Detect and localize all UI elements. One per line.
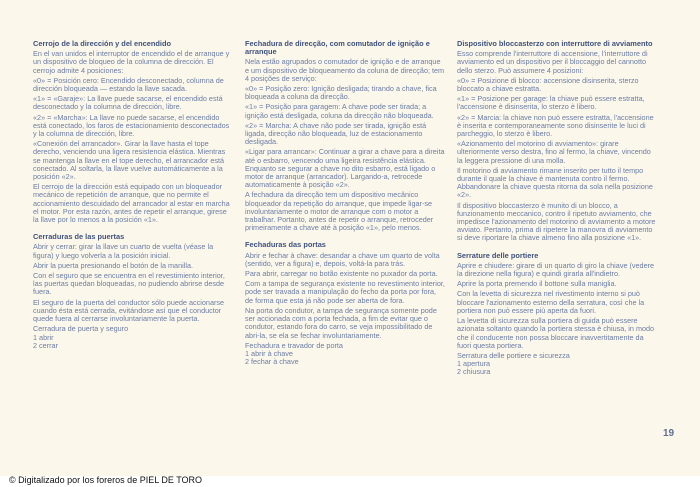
paragraph: «1» = Posizione per garage: la chiave può essere estratta, l'accensione è disinserita, lo sterzo è libero. [457, 94, 645, 112]
paragraph: «0» = Posición cero: Encendido desconectado, columna de dirección bloqueada — estando la llave sacada. [33, 75, 224, 94]
figure-caption [457, 352, 657, 377]
caption-item: 2 cerrar [33, 340, 58, 350]
paragraph: «2» = Marcia: la chiave non può essere estratta, l'accensione è inserita e contemporaneamente sono disinserite le luci di parcheggio, lo sterzo è libero. [457, 112, 654, 139]
paragraph: «0» = Posição zero: Ignição desligada; tirando a chave, fica bloqueada a coluna da direcção. [245, 84, 437, 102]
section-title: Cerrojo de la dirección y del encendido [33, 39, 171, 48]
section-title: Dispositivo bloccasterzo con interruttore di avviamento [457, 39, 653, 48]
paragraph: «2» = Marcha: A chave não pode ser tirada, ignição está ligada, direcção não bloqueada, luz de estacionamento desligada. [245, 120, 427, 147]
paragraph: Na porta do condutor, a tampa de segurança somente pode ser accionada com a porta fechada, a fim de evitar que o condutor, estando fora do carro, se veja impossibilitado de abri-la, se ela se fechar involuntariamente. [245, 305, 437, 340]
paragraph: Abrir la puerta presionando el botón de la manilla. [33, 260, 194, 270]
paragraph: Il dispositivo bloccasterzo è munito di un blocco, a funzionamento meccanico, contro il ripetuto avviamento, che impedisce l'azionamento del motorino di avviamento a motore avviato. Pertanto, prima di ripetere la manovra di avviamento si deve riportare la chiave almeno fino alla posizione «1». [457, 200, 656, 243]
figure-caption [245, 342, 445, 367]
paragraph: Esso comprende l'interruttore di accensione, l'interruttore di avviamento ed un dispositivo per il bloccaggio del cannotto dello sterzo. Può assumere 4 posizioni: [457, 49, 648, 75]
caption-item: 2 fechar à chave [245, 357, 299, 367]
caption-item: 2 chiusura [457, 367, 491, 377]
caption-title: Fechadura e travador de porta [245, 340, 343, 350]
paragraph: A fechadura da direcção tem um dispositivo mecânico bloqueador da repetição do arranque, que impede ligar-se involuntariamente o motor de arranque com o motor a trabalhar. Portanto, antes de repetir o arranque, retroceder primeiramente a chave até à posição «1», pelo menos. [245, 190, 434, 233]
caption-title: Cerradura de puerta y seguro [33, 324, 129, 334]
paragraph: «Conexión del arrancador». Girar la llave hasta el tope derecho, venciendo una ligera resistencia elástica. Mientras se mantenga la llave en el tope derecho, el arrancador está conectado. Al soltarla, la llave vuelve automáticamente a la posición «2». [33, 139, 226, 182]
paragraph: Aprire e chiudere: girare di un quarto di giro la chiave (vedere la direzione nella figura) e quindi girarla all'indietro. [457, 260, 655, 279]
figure-caption [33, 325, 233, 350]
paragraph: «1» = Posição para garagem: A chave pode ser tirada; a ignição está desligada, coluna da direcção não bloqueada. [245, 102, 434, 120]
paragraph: Con el seguro que se encuentra en el revestimiento interior, las puertas quedan bloqueadas, no pudiendo abrirse desde fuera. [33, 271, 225, 297]
paragraph: «Azionamento del motorino di avviamento»: girare ulteriormente verso destra, fino al fermo, la chiave, vincendo la leggera pressione di una molla. [457, 139, 651, 165]
paragraph: Aprire la porta premendo il bottone sulla maniglia. [457, 279, 617, 289]
paragraph: «2» = «Marcha»: La llave no puede sacarse, el encendido está conectado, los faros de estacionamiento desconectados y la columna de dirección, libre. [33, 112, 230, 139]
paragraph: Con la levetta di sicurezza nel rivestimento interno si può bloccare l'azionamento esterno della serratura, così che la portiera non può essere più aperta da fuori. [457, 289, 645, 315]
paragraph: Abrir e fechar à chave: desandar a chave um quarto de volta (sentido, ver a figura) e, depois, voltá-la para trás. [245, 250, 440, 268]
column-italian [457, 40, 657, 377]
paragraph: Para abrir, carregar no botão existente no puxador da porta. [245, 269, 438, 279]
paragraph: Nela estão agrupados o comutador de ignição e de arranque e um dispositivo de bloqueamento da coluna de direcção; tem 4 posições de serviço: [245, 57, 445, 83]
paragraph: Abrir y cerrar: girar la llave un cuarto de vuelta (véase la figura) y luego volverla a la posición inicial. [33, 242, 214, 260]
page-number: 19 [663, 428, 675, 439]
paragraph: El seguro de la puerta del conductor sólo puede accionarse cuando ésta está cerrada, evitándose así que el conductor quede fuera al cerrarse involuntariamente la puerta. [33, 297, 225, 324]
paragraph: En el van unidos el interruptor de encendido el de arranque y un dispositivo de bloqueo de la columna de dirección. El cerrojo admite 4 posiciones: [33, 49, 230, 75]
caption-item: 1 apertura [457, 359, 491, 369]
section-title: Cerraduras de las puertas [33, 232, 125, 242]
section-title: Fechadura de direcção, com comutador de ignição e arranque [245, 39, 430, 57]
paragraph: «0» = Posizione di blocco: accensione disinserita, sterzo bloccato a chiave estratta. [457, 75, 639, 94]
column-portuguese [245, 40, 445, 366]
paragraph: «1» = «Garaje»: La llave puede sacarse, el encendido está desconectado y la columna de dirección, libre. [33, 94, 223, 112]
paragraph: El cerrojo de la dirección está equipado con un bloqueador mecánico de repetición de arranque, que no permite el accionamiento descuidado del arrancador al estar en marcha el motor. Por esta razón, antes de repetir el arranque, girese la llave por lo menos a la posición «1». [33, 182, 230, 225]
scan-credit: © Digitalizado por los foreros de PIEL DE TORO [9, 475, 203, 485]
section-title: Fechaduras das portas [245, 240, 326, 250]
caption-item: 1 abrir [33, 332, 54, 342]
column-spanish [33, 40, 233, 350]
paragraph: La levetta di sicurezza sulla portiera di guida può essere azionata soltanto quando la portiera stessa è chiusa, in modo che il conducente non possa bloccare inavvertitamente da fuori questa portiera. [457, 316, 655, 350]
caption-item: 1 abrir à chave [245, 348, 293, 358]
section-title: Serrature delle portiere [457, 250, 539, 260]
paragraph: Il motorino di avviamento rimane inserito per tutto il tempo durante il quale la chiave è mantenuta contro il fermo. Abbandonare la chiave questa ritorna da sola nella posizione «2». [457, 165, 653, 200]
paragraph: Com a tampa de segurança existente no revestimento interior, pode ser travada a manipulação do fecho da porta por fora, de forma que esta já não pode ser aberta de fora. [245, 279, 445, 305]
paragraph: «Ligar para arrancar»: Continuar a girar a chave para a direita até o esbarro, vencendo uma ligeira resistência elástica. Enquanto se segurar a chave no dito esbarro, está ligado o motor de arranque (arrancador). Largando-a, retrocede automaticamente à posição «2». [245, 147, 445, 190]
caption-title: Serratura delle portiere e sicurezza [457, 350, 570, 360]
